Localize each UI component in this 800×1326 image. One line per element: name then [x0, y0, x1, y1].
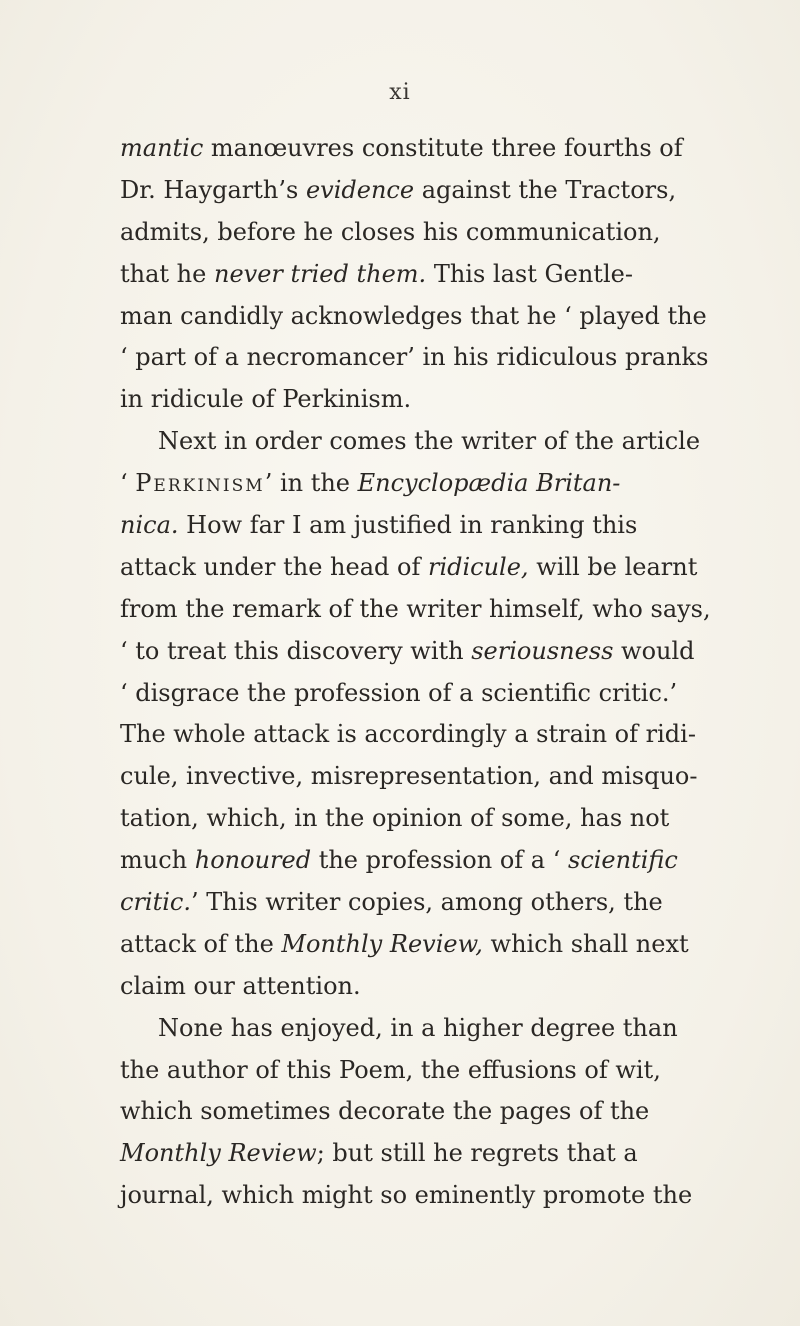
italic-run: seriousness [471, 636, 614, 665]
text-run: How far I am justified in ranking this [178, 511, 638, 540]
text-run: tation, which, in the opinion of some, has not [120, 804, 670, 833]
text-run: in ridicule of Perkinism. [120, 385, 412, 414]
italic-run: critic. [120, 888, 191, 917]
text-run: attack under the head of [120, 552, 428, 581]
text-run: will be learnt [528, 552, 698, 581]
text-line [120, 421, 800, 463]
italic-run: Monthly Review [120, 1139, 317, 1168]
text-line [120, 337, 800, 379]
text-line [120, 254, 800, 296]
text-line [120, 631, 800, 673]
text-run: cule, invective, misrepresentation, and misquo- [120, 762, 698, 791]
text-line [120, 882, 800, 924]
text-run: admits, before he closes his communication, [120, 217, 661, 246]
text-run: This last Gentle- [426, 259, 633, 288]
text-run: that he [120, 259, 214, 288]
text-line [120, 547, 800, 589]
text-line [120, 1008, 800, 1050]
page-number: xi [389, 80, 411, 105]
text-line [120, 505, 800, 547]
italic-run: evidence [305, 175, 415, 204]
text-run: ‘ disgrace the profession of a scientific critic.’ [120, 678, 678, 707]
text-run: ‘ [120, 469, 136, 498]
italic-run: never tried them. [213, 259, 427, 288]
text-line [120, 1175, 800, 1217]
text-line [120, 170, 800, 212]
text-line [120, 1091, 800, 1133]
text-line [120, 463, 800, 505]
body-text [120, 128, 800, 1217]
text-line [120, 714, 800, 756]
text-line [120, 379, 800, 421]
text-run: attack of the [120, 929, 282, 958]
text-line [120, 589, 800, 631]
small-caps-run: Perkinism [135, 469, 265, 498]
text-run: which shall next [482, 929, 689, 958]
italic-run: Encyclopædia Britan- [357, 469, 621, 498]
text-run: much [120, 846, 195, 875]
italic-run: nica. [120, 511, 179, 540]
text-run: None has enjoyed, in a higher degree than [158, 1013, 678, 1042]
italic-run: ridicule, [427, 552, 529, 581]
text-run: The whole attack is accordingly a strain of ridi- [120, 720, 696, 749]
text-run: Next in order comes the writer of the article [158, 427, 701, 456]
text-line [120, 128, 800, 170]
text-run: ; but still he regrets that a [316, 1139, 638, 1168]
text-run: claim our attention. [120, 971, 361, 1000]
text-run: Dr. Haygarth’s [120, 175, 306, 204]
text-run: ’ in the [264, 469, 358, 498]
text-line [120, 924, 800, 966]
text-run: would [613, 636, 695, 665]
text-run: manœuvres constitute three fourths of [203, 134, 683, 162]
text-run: ‘ to treat this discovery with [120, 636, 472, 665]
text-run: the author of this Poem, the effusions of wit, [120, 1055, 661, 1084]
italic-run: Monthly Review, [281, 929, 483, 958]
text-run: against the Tractors, [414, 175, 677, 204]
text-run: from the remark of the writer himself, who says, [120, 594, 711, 623]
text-line [120, 756, 800, 798]
text-run: ’ This writer copies, among others, the [190, 888, 663, 917]
text-run: ‘ part of a necromancer’ in his ridiculous pranks [120, 343, 709, 372]
text-run: man candidly acknowledges that he ‘ played the [120, 301, 707, 330]
text-run: the profession of a ‘ [311, 846, 568, 875]
text-line [120, 966, 800, 1008]
text-line [120, 798, 800, 840]
italic-run: scientific [568, 846, 678, 875]
text-run: journal, which might so eminently promote the [120, 1181, 693, 1210]
text-line [120, 212, 800, 254]
italic-run: honoured [194, 846, 312, 875]
text-line [120, 840, 800, 882]
text-line [120, 673, 800, 715]
text-line [120, 296, 800, 338]
text-run: which sometimes decorate the pages of the [120, 1097, 650, 1126]
text-line [120, 1133, 800, 1175]
italic-run: mantic [120, 134, 204, 162]
text-line [120, 1050, 800, 1092]
